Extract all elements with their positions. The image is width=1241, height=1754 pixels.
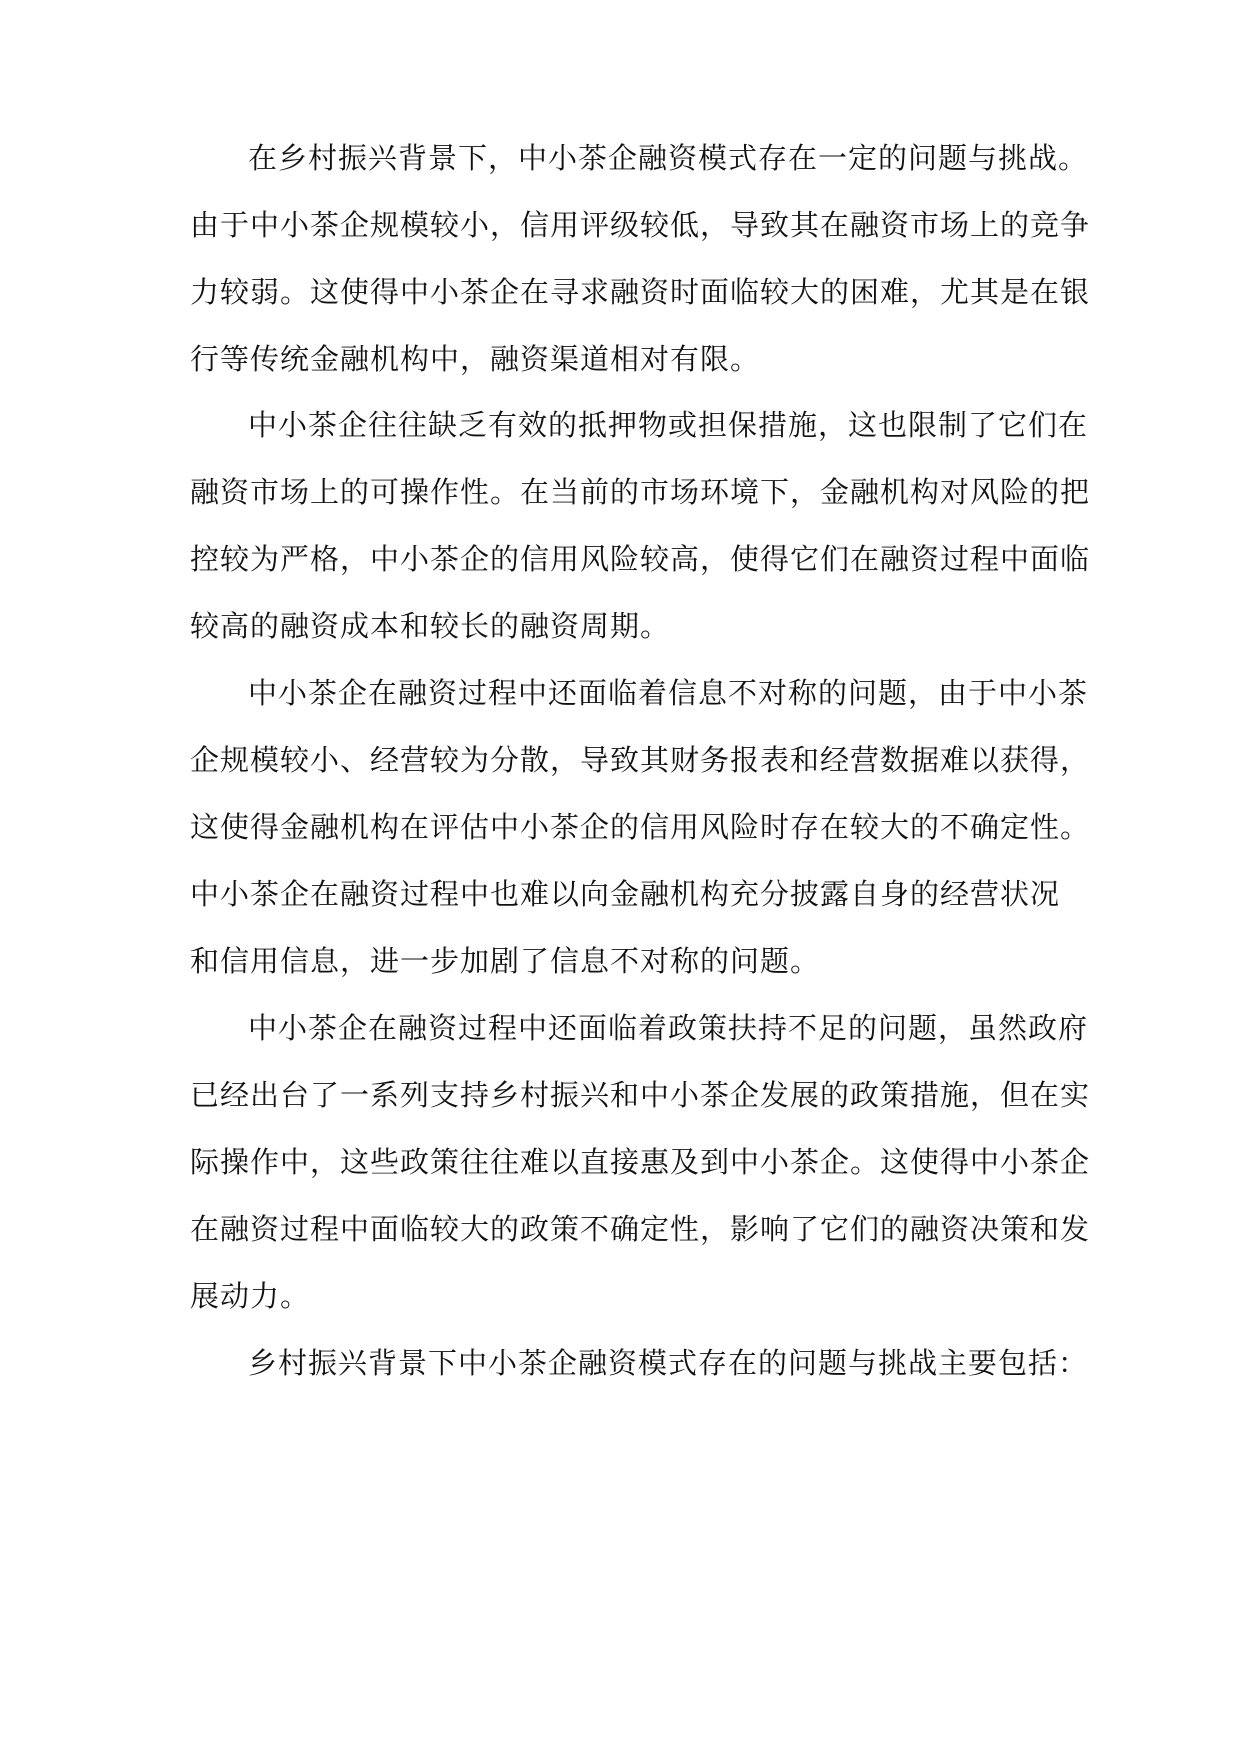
paragraph-3-line-3: 这使得金融机构在评估中小茶企的信用风险时存在较大的不确定性。: [190, 810, 1091, 844]
paragraph-1-line-2: 由于中小茶企规模较小，信用评级较低，导致其在融资市场上的竞争: [190, 208, 1091, 242]
paragraph-4-line-4: 在融资过程中面临较大的政策不确定性，影响了它们的融资决策和发: [190, 1212, 1091, 1246]
paragraph-4-line-3: 际操作中，这些政策往往难以直接惠及到中小茶企。这使得中小茶企: [190, 1145, 1091, 1179]
paragraph-2-line-2: 融资市场上的可操作性。在当前的市场环境下，金融机构对风险的把: [190, 475, 1091, 509]
paragraph-3-line-1: 中小茶企在融资过程中还面临着信息不对称的问题，由于中小茶: [248, 676, 1089, 710]
paragraph-1-line-3: 力较弱。这使得中小茶企在寻求融资时面临较大的困难，尤其是在银: [190, 275, 1091, 309]
paragraph-1-line-1: 在乡村振兴背景下，中小茶企融资模式存在一定的问题与挑战。: [248, 141, 1089, 175]
paragraph-1-line-4: 行等传统金融机构中，融资渠道相对有限。: [190, 342, 761, 376]
paragraph-3-line-4: 中小茶企在融资过程中也难以向金融机构充分披露自身的经营状况: [190, 877, 1061, 911]
paragraph-4-line-1: 中小茶企在融资过程中还面临着政策扶持不足的问题，虽然政府: [248, 1011, 1089, 1045]
paragraph-2-line-1: 中小茶企往往缺乏有效的抵押物或担保措施，这也限制了它们在: [248, 408, 1089, 442]
paragraph-3-line-5: 和信用信息，进一步加剧了信息不对称的问题。: [190, 944, 821, 978]
paragraph-3-line-2: 企规模较小、经营较为分散，导致其财务报表和经营数据难以获得，: [190, 743, 1091, 777]
paragraph-5-line-1: 乡村振兴背景下中小茶企融资模式存在的问题与挑战主要包括：: [248, 1346, 1089, 1380]
paragraph-2-line-4: 较高的融资成本和较长的融资周期。: [190, 609, 671, 643]
paragraph-4-line-2: 已经出台了一系列支持乡村振兴和中小茶企发展的政策措施，但在实: [190, 1078, 1091, 1112]
paragraph-4-line-5: 展动力。: [190, 1279, 311, 1313]
paragraph-2-line-3: 控较为严格，中小茶企的信用风险较高，使得它们在融资过程中面临: [190, 542, 1091, 576]
